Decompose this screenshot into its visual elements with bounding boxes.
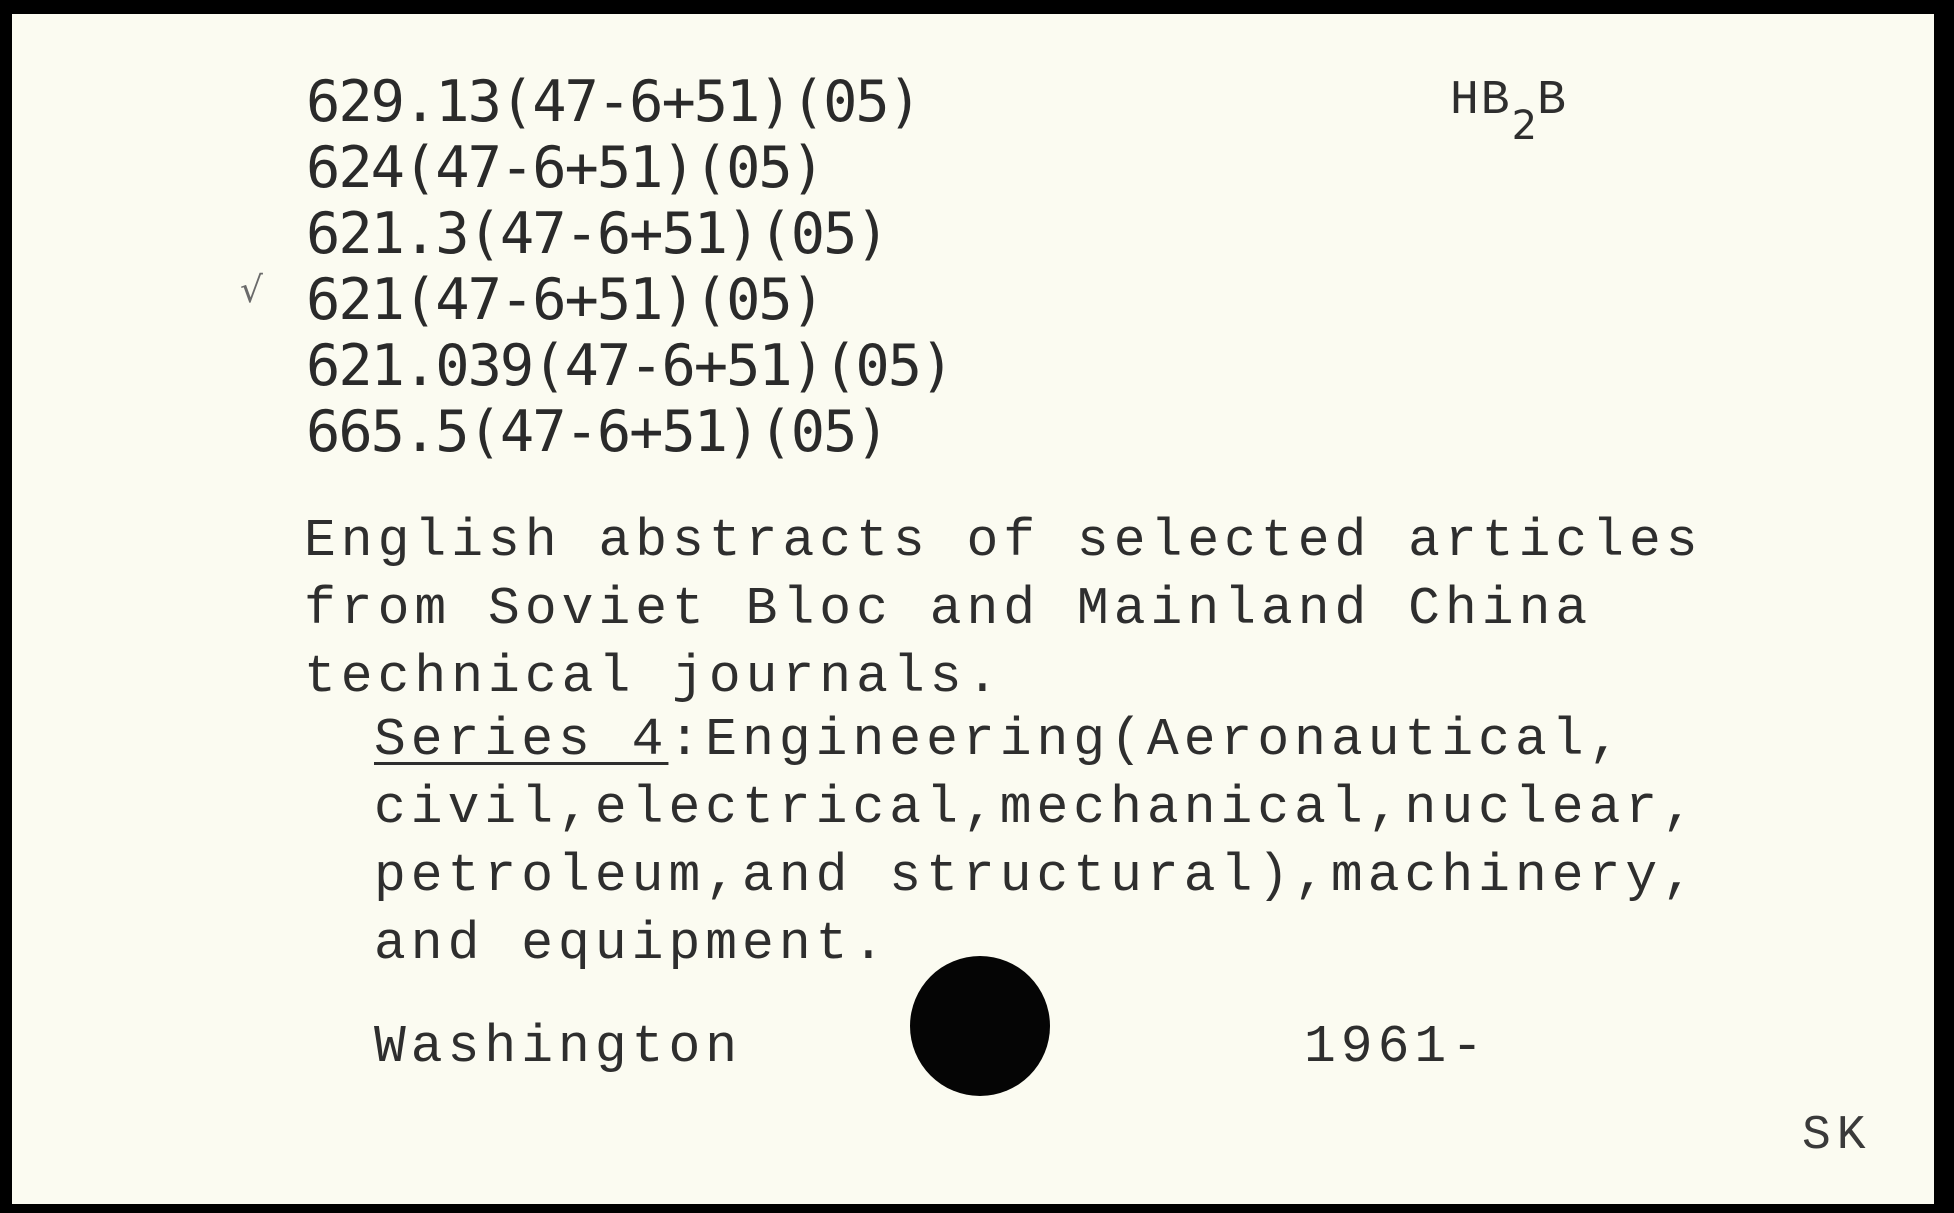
series-line: petroleum,and structural),machinery, [374,846,1699,906]
title-line: English abstracts of selected articles [304,511,1703,571]
classification-number: 624(47-6+51)(05) [306,135,824,201]
classification-number: 621(47-6+51)(05) [306,267,824,333]
title-line: technical journals. [304,647,1004,707]
call-number-subscript: 2 [1511,103,1538,149]
series-block [374,706,1699,978]
punch-hole [910,956,1050,1096]
classification-number: 629.13(47-6+51)(05) [306,69,921,135]
call-number-prefix: HB [1450,74,1512,128]
call-number-suffix: B [1537,74,1568,128]
series-line: civil,electrical,mechanical,nuclear, [374,778,1699,838]
series-subject: :Engineering(Aeronautical, [668,710,1626,770]
series-label: Series 4 [374,710,669,770]
classification-number: 621.3(47-6+51)(05) [306,201,888,267]
catalog-card [12,14,1934,1204]
cataloger-initials: SK [1802,1109,1872,1163]
series-line [374,706,1699,774]
imprint-date: 1961- [1304,1017,1489,1077]
title-block [304,507,1703,711]
classification-number: 665.5(47-6+51)(05) [306,399,888,465]
call-number [1450,74,1568,149]
check-mark: √ [240,270,263,311]
title-line: from Soviet Bloc and Mainland China [304,579,1593,639]
imprint-place: Washington [374,1017,743,1077]
series-line: and equipment. [374,914,890,974]
classification-number: 621.039(47-6+51)(05) [306,333,953,399]
